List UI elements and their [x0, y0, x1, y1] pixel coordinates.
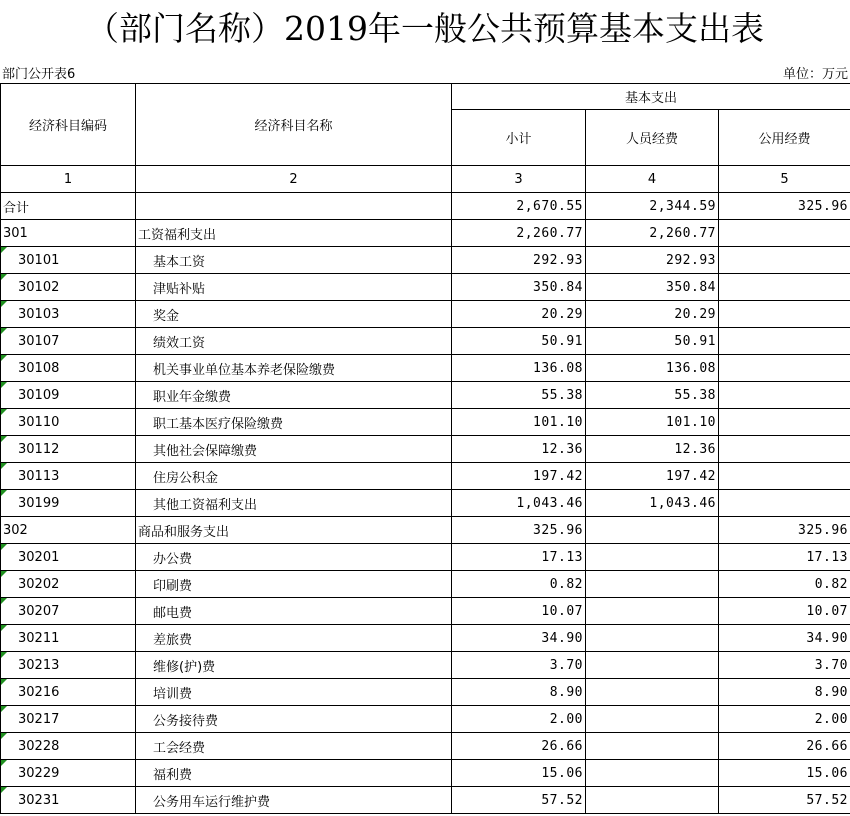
cell-name: 奖金	[136, 301, 452, 328]
cell-name: 差旅费	[136, 625, 452, 652]
cell-personnel: 1,043.46	[586, 490, 719, 517]
cell-public: 17.13	[719, 544, 850, 571]
cell-public	[719, 328, 850, 355]
cell-name	[136, 193, 452, 220]
cell-name: 公务用车运行维护费	[136, 787, 452, 814]
cell-personnel: 2,344.59	[586, 193, 719, 220]
cell-subtotal: 55.38	[452, 382, 586, 409]
table-row	[1, 760, 850, 787]
cell-public: 8.90	[719, 679, 850, 706]
cell-subtotal: 57.52	[452, 787, 586, 814]
cell-public	[719, 490, 850, 517]
cell-public: 325.96	[719, 517, 850, 544]
table-row	[1, 625, 850, 652]
table-row	[1, 679, 850, 706]
cell-subtotal: 2.00	[452, 706, 586, 733]
table-row	[1, 274, 850, 301]
cell-code: 30112	[1, 436, 136, 463]
cell-personnel	[586, 706, 719, 733]
cell-code: 30213	[1, 652, 136, 679]
cell-name: 工会经费	[136, 733, 452, 760]
cell-public: 10.07	[719, 598, 850, 625]
cell-code: 30101	[1, 247, 136, 274]
cell-public	[719, 463, 850, 490]
cell-name: 职业年金缴费	[136, 382, 452, 409]
cell-name: 办公费	[136, 544, 452, 571]
cell-personnel: 197.42	[586, 463, 719, 490]
cell-subtotal: 2,670.55	[452, 193, 586, 220]
cell-personnel	[586, 544, 719, 571]
table-row	[1, 490, 850, 517]
cell-subtotal: 350.84	[452, 274, 586, 301]
header-basic-expenditure: 基本支出	[452, 84, 850, 110]
cell-name: 工资福利支出	[136, 220, 452, 247]
column-number: 2	[136, 166, 452, 193]
cell-code: 30109	[1, 382, 136, 409]
cell-code: 302	[1, 517, 136, 544]
cell-name: 公务接待费	[136, 706, 452, 733]
cell-code: 合计	[1, 193, 136, 220]
column-number: 5	[719, 166, 850, 193]
header-public: 公用经费	[719, 110, 850, 166]
cell-subtotal: 34.90	[452, 625, 586, 652]
cell-code: 30207	[1, 598, 136, 625]
cell-personnel: 12.36	[586, 436, 719, 463]
cell-name: 住房公积金	[136, 463, 452, 490]
cell-personnel: 20.29	[586, 301, 719, 328]
cell-name: 基本工资	[136, 247, 452, 274]
cell-subtotal: 50.91	[452, 328, 586, 355]
cell-subtotal: 3.70	[452, 652, 586, 679]
cell-subtotal: 325.96	[452, 517, 586, 544]
cell-code: 30201	[1, 544, 136, 571]
cell-code: 30110	[1, 409, 136, 436]
cell-code: 30103	[1, 301, 136, 328]
cell-name: 其他工资福利支出	[136, 490, 452, 517]
cell-personnel	[586, 733, 719, 760]
cell-personnel	[586, 679, 719, 706]
cell-subtotal: 197.42	[452, 463, 586, 490]
table-row	[1, 355, 850, 382]
page-title: （部门名称）2019年一般公共预算基本支出表	[86, 9, 764, 48]
cell-public: 57.52	[719, 787, 850, 814]
cell-public	[719, 247, 850, 274]
cell-name: 其他社会保障缴费	[136, 436, 452, 463]
table-row	[1, 787, 850, 814]
header-code: 经济科目编码	[1, 84, 136, 166]
header-name: 经济科目名称	[136, 84, 452, 166]
cell-name: 商品和服务支出	[136, 517, 452, 544]
cell-personnel: 50.91	[586, 328, 719, 355]
cell-subtotal: 20.29	[452, 301, 586, 328]
table-row	[1, 382, 850, 409]
cell-code: 30107	[1, 328, 136, 355]
cell-code: 30202	[1, 571, 136, 598]
budget-table	[0, 83, 850, 814]
column-number: 4	[586, 166, 719, 193]
cell-public: 0.82	[719, 571, 850, 598]
cell-public: 3.70	[719, 652, 850, 679]
table-row	[1, 193, 850, 220]
table-row	[1, 247, 850, 274]
cell-public	[719, 301, 850, 328]
table-row	[1, 544, 850, 571]
column-number-row	[1, 166, 850, 193]
cell-personnel: 101.10	[586, 409, 719, 436]
cell-public: 15.06	[719, 760, 850, 787]
cell-personnel	[586, 760, 719, 787]
cell-subtotal: 292.93	[452, 247, 586, 274]
cell-name: 培训费	[136, 679, 452, 706]
cell-personnel	[586, 598, 719, 625]
cell-personnel: 292.93	[586, 247, 719, 274]
table-row	[1, 436, 850, 463]
cell-personnel	[586, 625, 719, 652]
cell-subtotal: 136.08	[452, 355, 586, 382]
header-row-1	[1, 84, 850, 110]
cell-code: 30228	[1, 733, 136, 760]
cell-subtotal: 10.07	[452, 598, 586, 625]
column-number: 1	[1, 166, 136, 193]
cell-code: 30108	[1, 355, 136, 382]
cell-name: 邮电费	[136, 598, 452, 625]
cell-code: 30216	[1, 679, 136, 706]
cell-code: 30102	[1, 274, 136, 301]
cell-name: 机关事业单位基本养老保险缴费	[136, 355, 452, 382]
cell-name: 维修(护)费	[136, 652, 452, 679]
table-row	[1, 652, 850, 679]
cell-name: 印刷费	[136, 571, 452, 598]
table-row	[1, 517, 850, 544]
cell-public: 26.66	[719, 733, 850, 760]
cell-name: 职工基本医疗保险缴费	[136, 409, 452, 436]
table-row	[1, 220, 850, 247]
cell-subtotal: 26.66	[452, 733, 586, 760]
cell-personnel: 136.08	[586, 355, 719, 382]
cell-public	[719, 355, 850, 382]
table-row	[1, 463, 850, 490]
cell-public	[719, 436, 850, 463]
cell-subtotal: 1,043.46	[452, 490, 586, 517]
cell-code: 30217	[1, 706, 136, 733]
cell-personnel	[586, 571, 719, 598]
cell-personnel	[586, 787, 719, 814]
table-row	[1, 598, 850, 625]
cell-public	[719, 409, 850, 436]
column-number: 3	[452, 166, 586, 193]
cell-subtotal: 0.82	[452, 571, 586, 598]
cell-public: 34.90	[719, 625, 850, 652]
table-row	[1, 706, 850, 733]
cell-subtotal: 15.06	[452, 760, 586, 787]
cell-personnel: 350.84	[586, 274, 719, 301]
table-row	[1, 571, 850, 598]
table-row	[1, 733, 850, 760]
cell-code: 30231	[1, 787, 136, 814]
cell-public: 2.00	[719, 706, 850, 733]
unit-label: 单位：万元	[782, 67, 848, 82]
cell-subtotal: 12.36	[452, 436, 586, 463]
header-subtotal: 小计	[452, 110, 586, 166]
table-row	[1, 301, 850, 328]
cell-subtotal: 17.13	[452, 544, 586, 571]
table-row	[1, 328, 850, 355]
cell-public	[719, 382, 850, 409]
cell-public	[719, 274, 850, 301]
header-personnel: 人员经费	[586, 110, 719, 166]
cell-public: 325.96	[719, 193, 850, 220]
table-id-label: 部门公开表6	[2, 67, 76, 82]
cell-public	[719, 220, 850, 247]
cell-personnel: 2,260.77	[586, 220, 719, 247]
cell-subtotal: 101.10	[452, 409, 586, 436]
cell-personnel	[586, 517, 719, 544]
cell-subtotal: 2,260.77	[452, 220, 586, 247]
cell-name: 津贴补贴	[136, 274, 452, 301]
cell-code: 301	[1, 220, 136, 247]
cell-subtotal: 8.90	[452, 679, 586, 706]
cell-personnel: 55.38	[586, 382, 719, 409]
cell-code: 30199	[1, 490, 136, 517]
cell-personnel	[586, 652, 719, 679]
table-row	[1, 409, 850, 436]
cell-name: 福利费	[136, 760, 452, 787]
cell-code: 30113	[1, 463, 136, 490]
cell-code: 30211	[1, 625, 136, 652]
cell-name: 绩效工资	[136, 328, 452, 355]
cell-code: 30229	[1, 760, 136, 787]
